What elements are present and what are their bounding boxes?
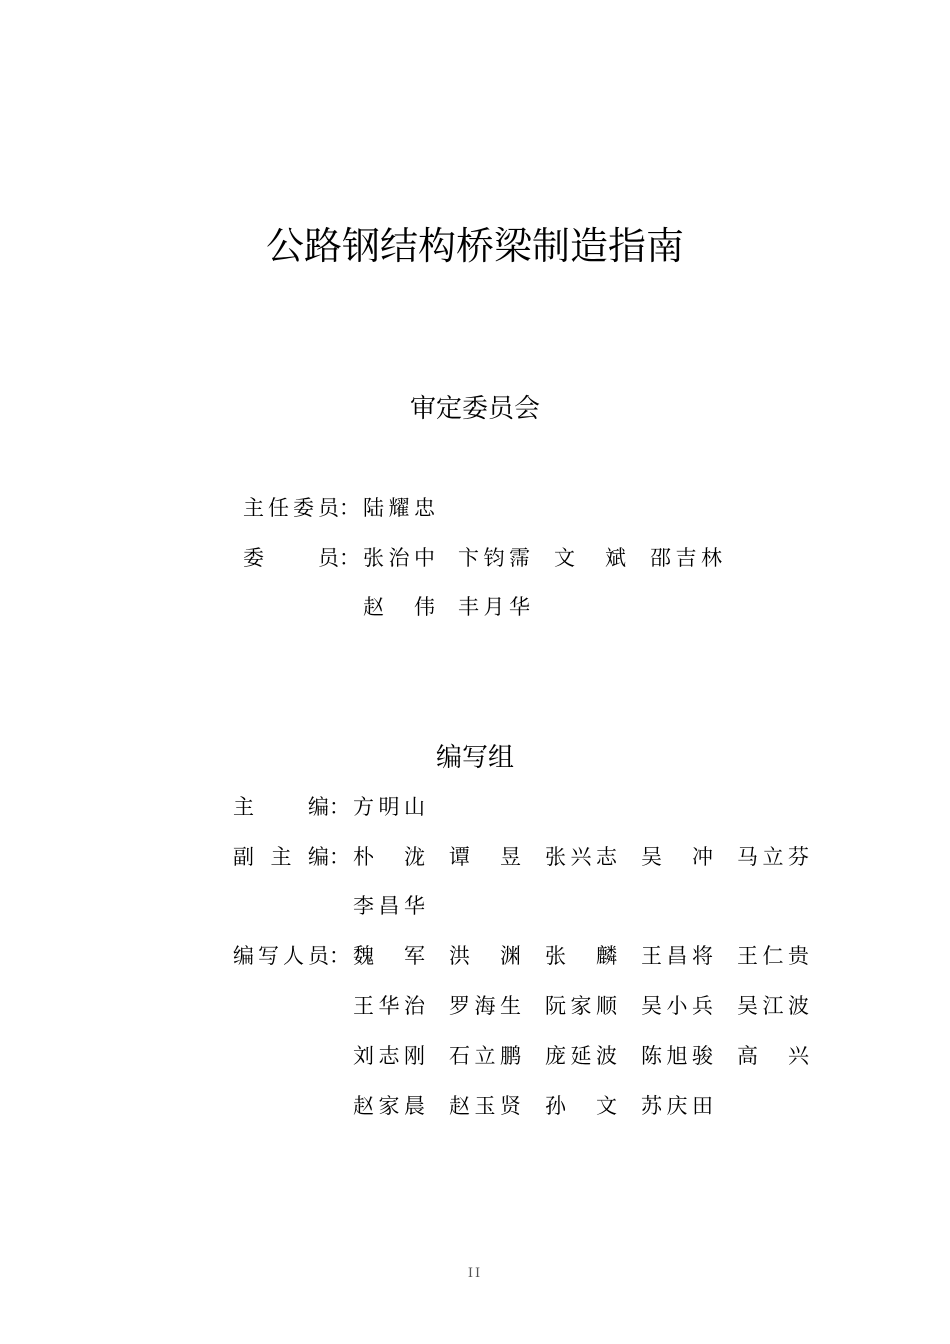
review-chair-label — [243, 492, 339, 524]
person-name: 孙 文 — [545, 1094, 617, 1118]
person-name: 石 立 鹏 — [449, 1044, 521, 1068]
label-char: 主 — [270, 845, 292, 869]
label-colon: ： — [329, 944, 350, 968]
person-name: 魏 军 — [353, 944, 425, 968]
person-name: 赵 伟 — [363, 595, 435, 619]
page-number: II — [467, 1266, 483, 1281]
label-char: 编 — [308, 795, 329, 819]
label-char: 员 — [318, 546, 339, 570]
person-name: 高 兴 — [737, 1044, 809, 1068]
document-title: 公路钢结构桥梁制造指南 — [265, 224, 684, 268]
label-char: 主 — [243, 496, 264, 520]
person-name: 朴 泷 — [353, 845, 425, 869]
review-committee-heading: 审定委员会 — [409, 394, 540, 424]
person-name: 陆 耀 忠 — [363, 496, 435, 520]
person-name: 邵 吉 林 — [650, 546, 722, 570]
person-name: 文 斌 — [554, 546, 626, 570]
deputy-editor-label — [233, 841, 329, 873]
label-char: 任 — [268, 496, 289, 520]
writers-label — [233, 940, 329, 972]
label-char: 人 — [283, 944, 304, 968]
label-char: 员 — [318, 496, 339, 520]
person-name: 谭 昱 — [449, 845, 521, 869]
person-name: 张 麟 — [545, 944, 617, 968]
person-name: 阮 家 顺 — [545, 994, 617, 1018]
label-char: 副 — [233, 845, 254, 869]
person-name: 洪 渊 — [449, 944, 521, 968]
person-name: 丰 月 华 — [458, 595, 530, 619]
label-colon: ： — [339, 546, 360, 570]
label-char: 委 — [293, 496, 314, 520]
review-members-label — [243, 542, 339, 574]
person-name: 吴 冲 — [641, 845, 713, 869]
person-name: 赵 玉 贤 — [449, 1094, 521, 1118]
person-name: 吴 江 波 — [737, 994, 809, 1018]
label-char: 编 — [233, 944, 254, 968]
label-char: 写 — [258, 944, 279, 968]
person-name: 卞 钧 霈 — [458, 546, 530, 570]
person-name: 王 华 治 — [353, 994, 425, 1018]
label-char: 委 — [243, 546, 264, 570]
person-name: 张 治 中 — [363, 546, 435, 570]
person-name: 张 兴 志 — [545, 845, 617, 869]
person-name: 刘 志 刚 — [353, 1044, 425, 1068]
person-name: 李 昌 华 — [353, 894, 425, 918]
person-name: 罗 海 生 — [449, 994, 521, 1018]
person-name: 王 昌 将 — [641, 944, 713, 968]
person-name: 吴 小 兵 — [641, 994, 713, 1018]
person-name: 苏 庆 田 — [641, 1094, 713, 1118]
label-char: 主 — [233, 795, 254, 819]
label-colon: ： — [339, 496, 360, 520]
label-colon: ： — [329, 795, 350, 819]
editor-label — [233, 791, 329, 823]
person-name: 陈 旭 骏 — [641, 1044, 713, 1068]
person-name: 赵 家 晨 — [353, 1094, 425, 1118]
person-name: 庞 延 波 — [545, 1044, 617, 1068]
label-char: 员 — [308, 944, 329, 968]
label-colon: ： — [329, 845, 350, 869]
writing-group-heading: 编写组 — [435, 743, 514, 773]
person-name: 王 仁 贵 — [737, 944, 809, 968]
person-name: 方 明 山 — [353, 795, 425, 819]
label-char: 编 — [308, 845, 329, 869]
person-name: 马 立 芬 — [737, 845, 809, 869]
